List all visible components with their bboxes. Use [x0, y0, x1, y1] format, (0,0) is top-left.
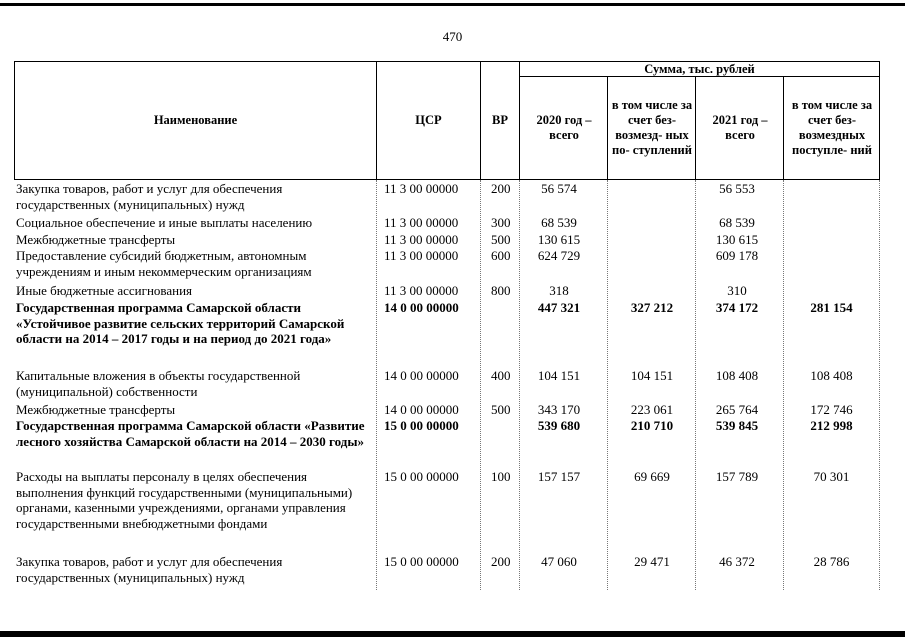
row-2020-total: 104 151	[537, 368, 581, 383]
row-name: Межбюджетные трансферты	[16, 232, 176, 247]
row-2021-total: 265 764	[715, 402, 759, 417]
row-csr: 11 3 00 00000	[384, 248, 459, 263]
row-name: Расходы на выплаты персоналу в целях обеспечения выполнения функций государственными (муниципальными) органами, казенными учреждениями, органами управления государственными внебюджетными фондами	[16, 469, 353, 531]
row-name: Государственная программа Самарской области «Развитие лесного хозяйства Самарской области на 2014 – 2030 годы»	[16, 418, 365, 449]
row-2021-total: 130 615	[715, 232, 759, 247]
header-vr: ВР	[492, 113, 508, 127]
header-2021-grants: в том числе за счет без- возмездных поступле- ний	[791, 98, 873, 157]
row-vr: 200	[491, 554, 511, 569]
row-2021-grants: 212 998	[810, 418, 853, 433]
row-2020-total: 343 170	[537, 402, 581, 417]
row-2021-total: 56 553	[719, 181, 755, 196]
body-guide-2	[480, 180, 482, 590]
row-csr: 14 0 00 00000	[384, 402, 459, 417]
row-name: Капитальные вложения в объекты государственной (муниципальной) собственности	[16, 368, 301, 399]
row-name: Межбюджетные трансферты	[16, 402, 176, 417]
row-2021-total: 310	[727, 283, 747, 298]
border-vr-sum	[519, 61, 520, 180]
row-2021-grants: 108 408	[810, 368, 853, 383]
row-name: Закупка товаров, работ и услуг для обеспечения государственных (муниципальных) нужд	[16, 554, 283, 585]
row-2021-total: 374 172	[715, 300, 759, 315]
row-2021-total: 68 539	[719, 215, 755, 230]
bottom-rule	[0, 631, 905, 637]
row-name: Социальное обеспечение и иные выплаты населению	[16, 215, 313, 230]
page-number: 470	[442, 29, 463, 44]
row-2020-total: 130 615	[537, 232, 581, 247]
row-csr: 14 0 00 00000	[384, 300, 459, 315]
row-2021-grants: 281 154	[810, 300, 853, 315]
row-2020-grants: 223 061	[630, 402, 674, 417]
header-2020-grants: в том числе за счет без- возмезд- ных по- ступлений	[611, 98, 693, 157]
row-vr: 800	[491, 283, 511, 298]
row-2020-grants: 104 151	[630, 368, 674, 383]
row-csr: 15 0 00 00000	[384, 469, 459, 484]
row-2020-grants: 29 471	[634, 554, 670, 569]
body-guide-7	[879, 180, 881, 590]
header-csr: ЦСР	[415, 113, 442, 127]
row-2021-total: 539 845	[715, 418, 759, 433]
row-name: Иные бюджетные ассигнования	[16, 283, 193, 298]
row-csr: 14 0 00 00000	[384, 368, 459, 383]
row-2020-grants: 210 710	[630, 418, 674, 433]
row-2020-total: 68 539	[541, 215, 577, 230]
row-vr: 600	[491, 248, 511, 263]
border-c2-c3	[695, 76, 696, 180]
row-csr: 11 3 00 00000	[384, 215, 459, 230]
row-2020-total: 539 680	[537, 418, 581, 433]
row-2021-grants: 172 746	[810, 402, 853, 417]
row-2021-total: 46 372	[719, 554, 755, 569]
row-2021-grants: 70 301	[813, 469, 850, 484]
row-2020-total: 624 729	[537, 248, 581, 263]
row-2020-grants: 69 669	[634, 469, 670, 484]
row-vr: 300	[491, 215, 511, 230]
header-name: Наименование	[153, 113, 238, 127]
row-name: Государственная программа Самарской области «Устойчивое развитие сельских территорий Самарской области на 2014 – 2017 годы и на период до 2021 года»	[16, 300, 345, 347]
top-rule	[0, 3, 905, 6]
border-c1-c2	[607, 76, 608, 180]
header-2020-total: 2020 год – всего	[536, 113, 592, 142]
header-2021-total: 2021 год – всего	[712, 113, 768, 142]
row-2020-grants: 327 212	[630, 300, 674, 315]
row-2020-total: 157 157	[537, 469, 581, 484]
border-right	[879, 61, 880, 180]
header-sum-group: Сумма, тыс. рублей	[644, 61, 755, 76]
row-csr: 11 3 00 00000	[384, 283, 459, 298]
row-csr: 11 3 00 00000	[384, 232, 459, 247]
row-name: Закупка товаров, работ и услуг для обеспечения государственных (муниципальных) нужд	[16, 181, 283, 212]
row-csr: 11 3 00 00000	[384, 181, 459, 196]
body-guide-4	[607, 180, 609, 590]
row-2020-total: 56 574	[541, 181, 577, 196]
header-bottom-border	[14, 179, 880, 180]
row-csr: 15 0 00 00000	[384, 554, 459, 569]
row-2021-total: 609 178	[715, 248, 759, 263]
row-2020-total: 47 060	[541, 554, 577, 569]
row-vr: 200	[491, 181, 511, 196]
border-c3-c4	[783, 76, 784, 180]
row-vr: 400	[491, 368, 511, 383]
row-2020-total: 447 321	[537, 300, 581, 315]
row-2021-total: 108 408	[715, 368, 759, 383]
row-csr: 15 0 00 00000	[384, 418, 459, 433]
body-guide-6	[783, 180, 785, 590]
row-vr: 500	[491, 402, 511, 417]
row-2021-grants: 28 786	[813, 554, 850, 569]
row-name: Предоставление субсидий бюджетным, автономным учреждениям и иным некоммерческим организациям	[16, 248, 312, 279]
body-guide-1	[376, 180, 378, 590]
row-2020-total: 318	[549, 283, 569, 298]
row-2021-total: 157 789	[715, 469, 759, 484]
row-vr: 100	[491, 469, 511, 484]
row-vr: 500	[491, 232, 511, 247]
